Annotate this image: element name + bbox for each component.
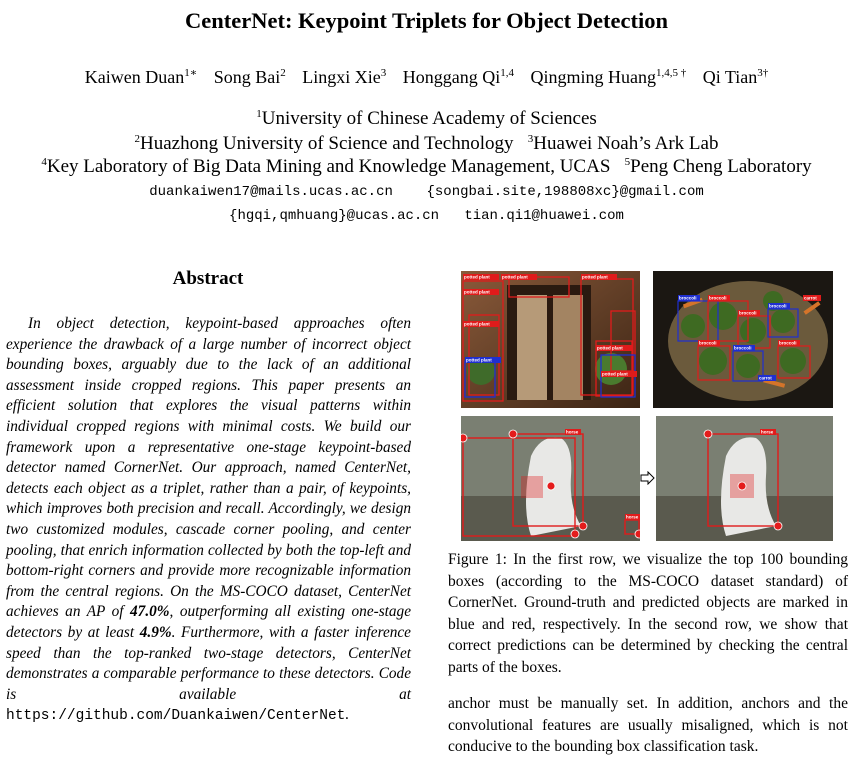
label-broccoli: broccoli — [709, 295, 727, 301]
email: tian.qi1@huawei.com — [464, 208, 624, 224]
label-carrot: carrot — [759, 375, 772, 381]
keypoint-top-left — [461, 434, 467, 442]
figure-1 — [458, 268, 834, 542]
figure-caption: Figure 1: In the first row, we visualize the top 100 bounding boxes (according to the MS-COCO dataset standard) of CornerNet. Ground-truth and predicted objects are marked in blue and red, respectively. In the second row, we show that correct predictions can be determined by checking the central parts of the boxes. — [448, 551, 848, 676]
keypoint-bottom-right — [571, 530, 579, 538]
figure-panel-horse-left — [461, 416, 640, 541]
label-potted-plant: potted plant — [466, 357, 492, 363]
affiliation-line-3: $^4$Key Laboratory of Big Data Mining and Knowledge Management, UCAS $^5$Peng Cheng Laboratory — [41, 156, 812, 177]
abstract-body: In object detection, keypoint-based approaches often experience the drawback of a large number of incorrect object bounding boxes, arguably due to the lack of an additional assessment inside cropped regions. This paper presents an efficient solution that explores the visual patterns within individual cropped regions with minimal costs. We build our framework upon a representative one-stage keypoint-based detector named CornerNet. Our approach, named CenterNet, detects each object as a triplet, rather than a pair, of keypoints, which improves both precision and recall. Accordingly, we design two customized modules, cascade corner pooling, and center pooling, that enrich information collected by both the top-left and bottom-right corners and provide more recognizable information from the central regions. On the MS-COCO dataset, CenterNet achieves an AP of 47.0%, outperforming all existing one-stage detectors by at least 4.9%. Furthermore, with a faster inference speed than the top-ranked two-stage detectors, CenterNet demonstrates a comparable performance to these detectors. Code is available at https://github.com/Duankaiwen/CenterNet. — [6, 315, 411, 725]
email: {songbai.site,198808xc}@gmail.com — [426, 184, 704, 200]
label-horse: horse — [761, 429, 774, 435]
label-potted-plant: potted plant — [502, 274, 528, 280]
author: Qingming Huang$^{1,4,5 \dagger}$ — [530, 67, 687, 87]
figure-panel-broccoli — [653, 271, 833, 408]
author-list — [0, 67, 853, 88]
label-broccoli: broccoli — [769, 303, 787, 309]
ap-value: 47.0% — [130, 603, 170, 621]
door-right — [553, 295, 583, 400]
keypoint-bottom-right — [774, 522, 782, 530]
keypoint-bottom-right — [579, 522, 587, 530]
paper-title: CenterNet: Keypoint Triplets for Object Detection — [185, 8, 668, 33]
keypoint-center — [738, 482, 746, 490]
keypoint-top-left — [509, 430, 517, 438]
figure-panel-horse-right — [656, 416, 833, 541]
keypoint-top-left — [704, 430, 712, 438]
keypoint-bottom-right — [635, 530, 640, 538]
label-broccoli: broccoli — [779, 340, 797, 346]
abstract-heading: Abstract — [172, 268, 244, 289]
body-text-continuation: anchor must be manually set. In addition, anchors and the convolutional features are usually misaligned, which is not conducive to the bounding box classification task. — [448, 695, 848, 756]
arrow-right-icon — [640, 471, 655, 485]
label-broccoli: broccoli — [739, 310, 757, 316]
label-carrot: carrot — [804, 295, 817, 301]
label-potted-plant: potted plant — [464, 321, 490, 327]
affiliation-line-1: $^1$University of Chinese Academy of Sciences — [256, 108, 597, 129]
label-broccoli: broccoli — [699, 340, 717, 346]
center-region — [521, 476, 543, 498]
author: Qi Tian$^{3\dagger}$ — [702, 67, 769, 87]
affiliation-line-2: $^2$Huazhong University of Science and Technology $^3$Huawei Noah’s Ark Lab — [134, 133, 719, 154]
author: Lingxi Xie$^3$ — [302, 67, 387, 87]
gain-value: 4.9% — [139, 623, 172, 641]
door-left — [517, 295, 547, 400]
code-url-link[interactable]: https://github.com/Duankaiwen/CenterNet — [6, 708, 346, 725]
author: Kaiwen Duan$^{1∗}$ — [84, 67, 198, 87]
label-horse: horse — [566, 429, 579, 435]
label-broccoli: broccoli — [734, 345, 752, 351]
figure-panel-doorway — [461, 271, 640, 408]
label-potted-plant: potted plant — [582, 274, 608, 280]
author: Song Bai$^2$ — [213, 67, 286, 87]
email-line-1 — [0, 184, 853, 200]
email: {hgqi,qmhuang}@ucas.ac.cn — [229, 208, 440, 224]
label-broccoli: broccoli — [679, 295, 697, 301]
author: Honggang Qi$^{1,4}$ — [402, 67, 514, 87]
keypoint-center — [547, 482, 555, 490]
label-potted-plant: potted plant — [602, 371, 628, 377]
email-line-2 — [0, 208, 853, 224]
label-potted-plant: potted plant — [464, 274, 490, 280]
label-potted-plant: potted plant — [597, 345, 623, 351]
label-potted-plant: potted plant — [464, 289, 490, 295]
email: duankaiwen17@mails.ucas.ac.cn — [149, 184, 393, 200]
label-horse: horse — [626, 514, 639, 520]
